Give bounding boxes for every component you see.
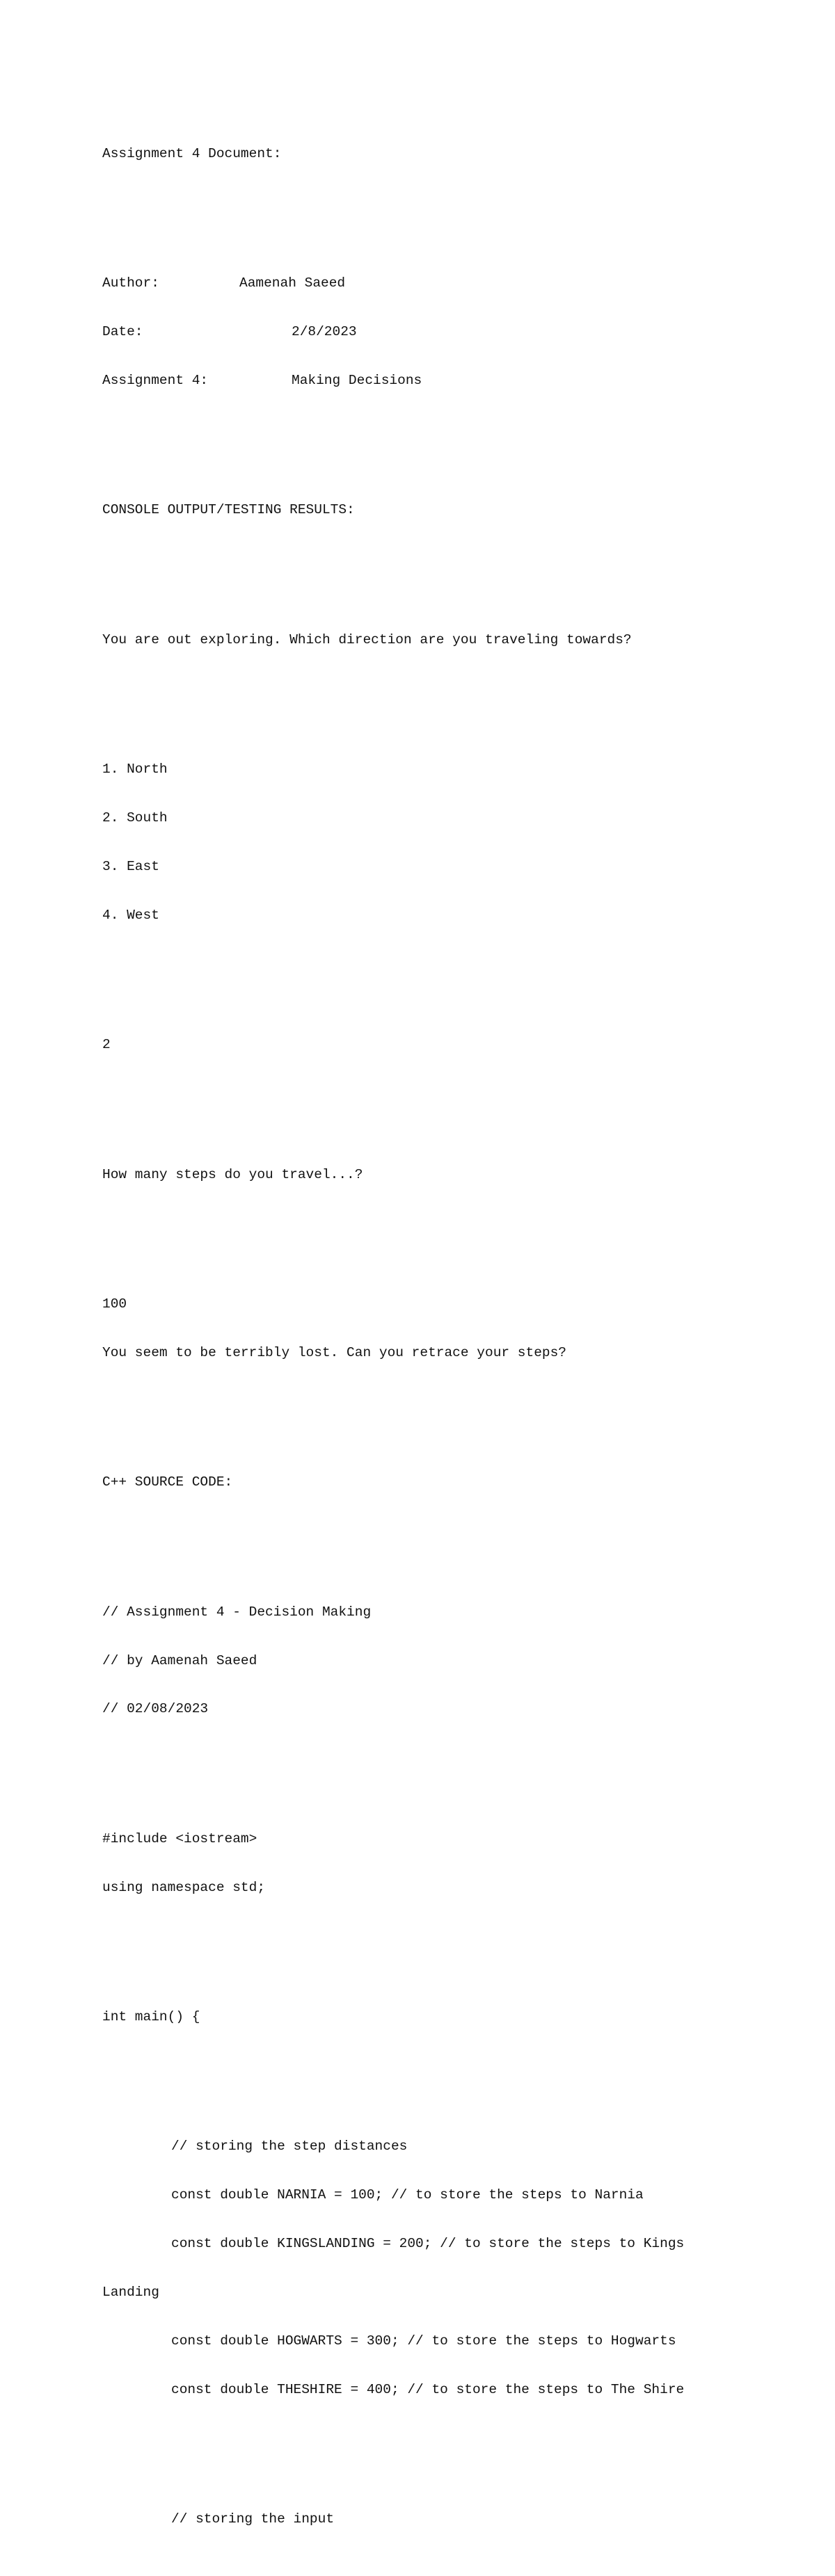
code-include-line: #include <iostream> [102,1830,257,1846]
console-prompt-direction: You are out exploring. Which direction are you traveling towards? [102,631,632,647]
code-using-line: using namespace std; [102,1879,266,1895]
assignment-value: Making Decisions [292,373,422,389]
console-option: 2. South [102,810,168,826]
code-comment-line: // by Aamenah Saeed [102,1652,257,1668]
spacer [102,956,798,989]
console-prompt-steps: How many steps do you travel...? [102,1166,363,1182]
date-value: 2/8/2023 [292,324,357,340]
console-option: 4. West [102,907,159,923]
spacer [102,1086,798,1118]
spacer [102,1215,798,1248]
spacer [102,195,798,227]
console-input-steps: 100 [102,1296,127,1312]
spacer [102,1929,798,1961]
code-const-theshire: const double THESHIRE = 400; // to store the steps to The Shire [171,2381,685,2397]
spacer [102,681,798,714]
spacer [102,1523,798,1556]
spacer [102,1750,798,1782]
spacer [102,551,798,583]
source-heading: C++ SOURCE CODE: [102,1474,233,1490]
code-const-hogwarts: const double HOGWARTS = 300; // to store the steps to Hogwarts [171,2333,676,2349]
code-input-comment: // storing the input [171,2511,335,2527]
code-const-kingslanding: const double KINGSLANDING = 200; // to store the steps to Kings [171,2236,685,2252]
code-comment-line: // Assignment 4 - Decision Making [102,1604,372,1620]
spacer [102,2058,798,2091]
console-result: You seem to be terribly lost. Can you retrace your steps? [102,1344,567,1360]
console-input-direction: 2 [102,1037,111,1053]
console-option: 3. East [102,858,159,874]
document-body [102,97,798,2576]
author-label: Author: [102,275,159,291]
author-value: Aamenah Saeed [239,275,346,291]
spacer [102,421,798,454]
code-main-signature: int main() { [102,2009,200,2025]
code-step-comment: // storing the step distances [171,2139,408,2155]
console-option: 1. North [102,762,168,778]
spacer [102,1394,798,1426]
spacer [102,2431,798,2463]
date-label: Date: [102,324,143,340]
code-const-narnia: const double NARNIA = 100; // to store the steps to Narnia [171,2187,644,2203]
assignment-row [102,373,798,389]
date-row [102,324,798,340]
console-heading: CONSOLE OUTPUT/TESTING RESULTS: [102,502,355,518]
document-title: Assignment 4 Document: [102,145,282,161]
code-comment-line: // 02/08/2023 [102,1701,209,1717]
code-const-kingslanding-wrap: Landing [102,2285,159,2301]
author-row [102,275,798,291]
assignment-label: Assignment 4: [102,373,209,389]
